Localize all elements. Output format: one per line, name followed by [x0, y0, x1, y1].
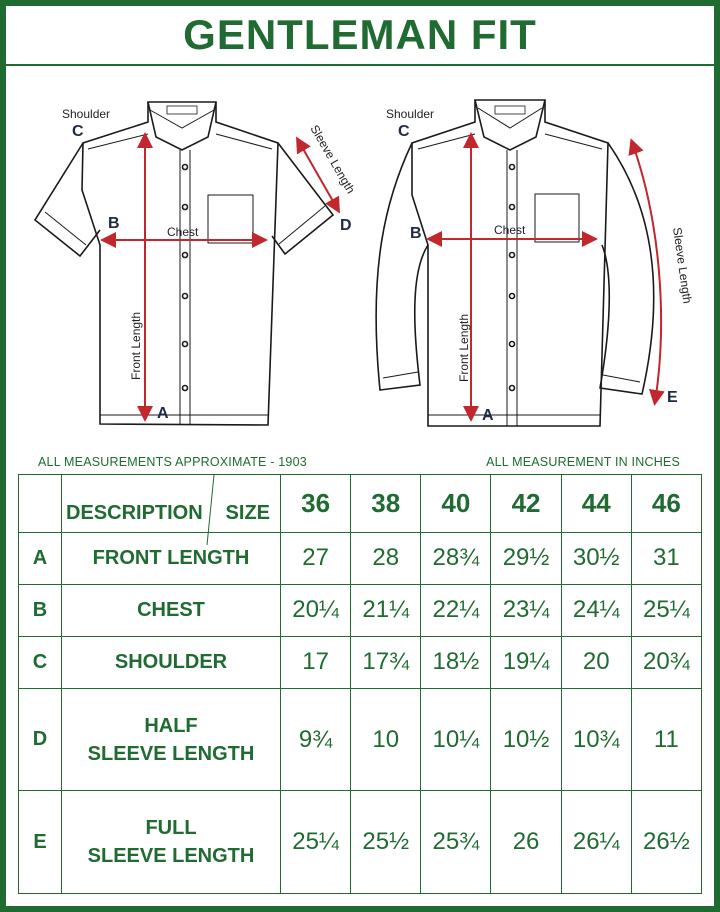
value-cell: 28¾: [421, 532, 491, 584]
letter-a-full: A: [482, 407, 494, 424]
value-cell: 25¼: [281, 791, 351, 894]
table-row: [19, 636, 702, 688]
full-sleeve-shirt: [376, 100, 654, 426]
title-band: [6, 6, 714, 66]
label-front-length-full: Front Length: [457, 313, 471, 382]
measurement-note-right: ALL MEASUREMENT IN INCHES: [486, 455, 680, 469]
value-cell: 17¾: [351, 636, 421, 688]
value-cell: 10¼: [421, 688, 491, 791]
value-cell: 20¾: [631, 636, 701, 688]
value-cell: 30½: [561, 532, 631, 584]
table-row: [19, 791, 702, 894]
size-38-header: 38: [351, 475, 421, 533]
letter-a-half: A: [157, 405, 169, 422]
value-cell: 28: [351, 532, 421, 584]
label-chest-full: Chest: [494, 223, 526, 237]
value-cell: 10: [351, 688, 421, 791]
page-title: GENTLEMAN FIT: [183, 11, 537, 58]
label-shoulder-full: Shoulder: [386, 107, 435, 121]
description-header: DESCRIPTION: [66, 502, 203, 524]
size-chart-table: [18, 474, 702, 894]
value-cell: 20: [561, 636, 631, 688]
size-40-header: 40: [421, 475, 491, 533]
shirt-diagram: [0, 66, 720, 446]
value-cell: 22¼: [421, 584, 491, 636]
value-cell: 20¼: [281, 584, 351, 636]
value-cell: 11: [631, 688, 701, 791]
row-description-line2: SLEEVE LENGTH: [87, 845, 255, 868]
value-cell: 18½: [421, 636, 491, 688]
row-letter: D: [19, 688, 62, 791]
size-36-header: 36: [281, 475, 351, 533]
size-44-header: 44: [561, 475, 631, 533]
header-empty-cell: [19, 475, 62, 533]
row-description-line1: HALF: [144, 714, 198, 737]
value-cell: 24¼: [561, 584, 631, 636]
row-letter: E: [19, 791, 62, 894]
value-cell: 26: [491, 791, 561, 894]
size-46-header: 46: [631, 475, 701, 533]
letter-c-full: C: [398, 123, 410, 140]
table-row: [19, 584, 702, 636]
value-cell: 10¾: [561, 688, 631, 791]
row-description-line2: SLEEVE LENGTH: [87, 742, 255, 765]
row-letter: B: [19, 584, 62, 636]
table-header-row: [19, 475, 702, 533]
header-description-size-cell: [62, 475, 281, 533]
value-cell: 9¾: [281, 688, 351, 791]
row-description: [62, 636, 281, 688]
value-cell: 29½: [491, 532, 561, 584]
value-cell: 17: [281, 636, 351, 688]
label-shoulder-half: Shoulder: [62, 107, 111, 121]
table-row: [19, 688, 702, 791]
label-sleeve-length-half: Sleeve Length: [307, 122, 358, 196]
label-sleeve-length-full: Sleeve Length: [670, 226, 695, 305]
measurement-note-left: ALL MEASUREMENTS APPROXIMATE - 1903: [38, 455, 307, 469]
label-front-length-half: Front Length: [129, 311, 143, 380]
row-description-line1: FULL: [145, 817, 197, 840]
row-description-line1: SHOULDER: [114, 651, 228, 674]
value-cell: 10½: [491, 688, 561, 791]
value-cell: 21¼: [351, 584, 421, 636]
half-sleeve-shirt: [35, 102, 333, 425]
row-description: [62, 688, 281, 791]
value-cell: 26½: [631, 791, 701, 894]
letter-e: E: [667, 389, 678, 406]
row-description: [62, 584, 281, 636]
value-cell: 25¾: [421, 791, 491, 894]
letter-b-half: B: [108, 215, 120, 232]
value-cell: 25¼: [631, 584, 701, 636]
right-long-sleeve: [600, 143, 654, 394]
row-description-line1: CHEST: [137, 599, 205, 622]
label-chest-half: Chest: [167, 225, 199, 239]
value-cell: 27: [281, 532, 351, 584]
letter-c-half: C: [72, 123, 84, 140]
value-cell: 26¼: [561, 791, 631, 894]
value-cell: 23¼: [491, 584, 561, 636]
size-42-header: 42: [491, 475, 561, 533]
letter-d: D: [340, 217, 352, 234]
value-cell: 31: [631, 532, 701, 584]
size-header: SIZE: [225, 502, 270, 524]
value-cell: 25½: [351, 791, 421, 894]
right-sleeve: [272, 143, 333, 254]
letter-b-full: B: [410, 225, 422, 242]
row-letter: A: [19, 532, 62, 584]
value-cell: 19¼: [491, 636, 561, 688]
row-description: [62, 791, 281, 894]
row-letter: C: [19, 636, 62, 688]
row-description-line1: FRONT LENGTH: [92, 547, 250, 570]
